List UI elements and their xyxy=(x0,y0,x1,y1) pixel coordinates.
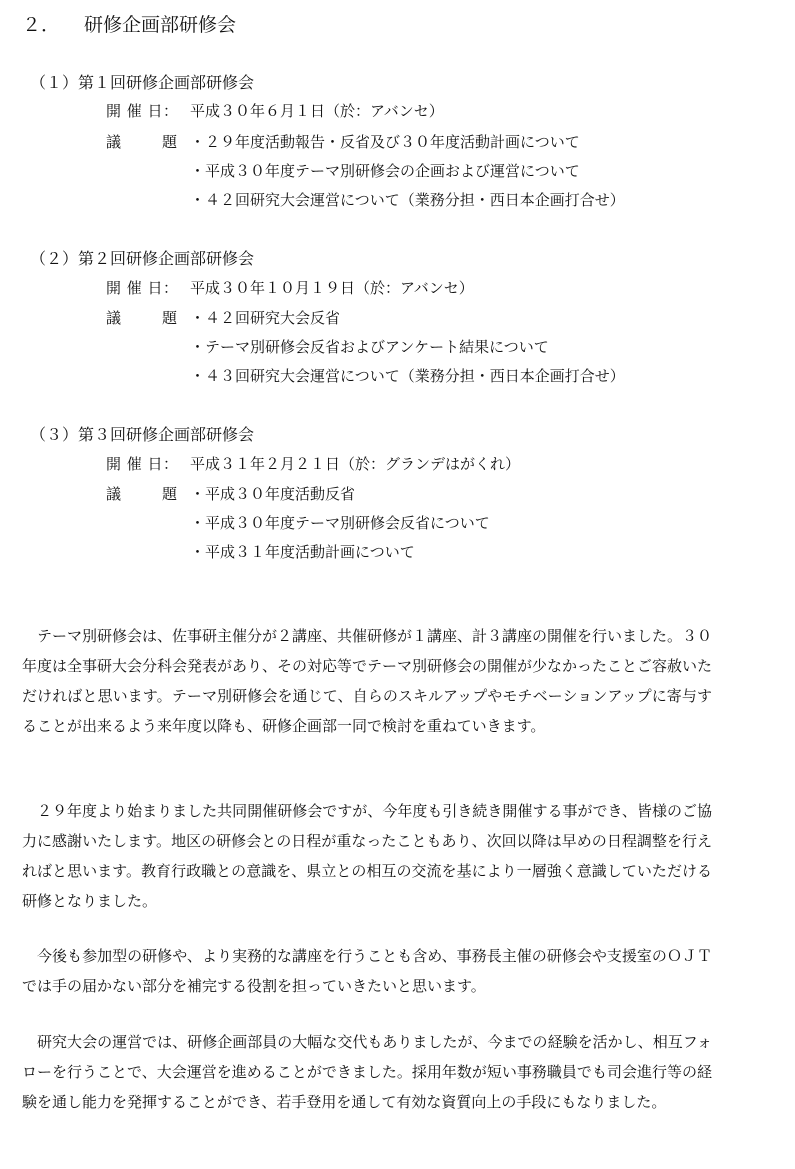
agenda-label: 議 題 xyxy=(106,485,178,503)
section-heading: 研修企画部研修会 xyxy=(84,14,237,36)
date-label: 開 催 日： xyxy=(106,102,179,120)
agenda-item: ・テーマ別研修会反省およびアンケート結果について xyxy=(190,338,549,356)
body-paragraph: 今後も参加型の研修や、より実務的な講座を行うことも含め、事務長主催の研修会や支援室のＯＪＴでは手の届かない部分を補完する役割を担っていきたいと思います。 xyxy=(22,947,712,995)
agenda-item: ・４３回研究大会運営について（業務分担・西日本企画打合せ） xyxy=(190,367,625,385)
agenda-item: ・２９年度活動報告・反省及び３０年度活動計画について xyxy=(190,133,580,151)
meeting-heading: （１）第１回研修企画部研修会 xyxy=(30,73,255,92)
date-value: 平成３０年１０月１９日（於：アバンセ） xyxy=(190,279,474,297)
agenda-item: ・平成３１年度活動計画について xyxy=(190,543,415,561)
agenda-item: ・平成３０年度テーマ別研修会の企画および運営について xyxy=(190,162,580,180)
agenda-item: ・４２回研究大会反省 xyxy=(190,309,341,327)
meeting-heading: （２）第２回研修企画部研修会 xyxy=(30,249,255,268)
body-paragraph: ２９年度より始まりました共同開催研修会ですが、今年度も引き続き開催する事ができ、皆様のご協力に感謝いたします。地区の研修会との日程が重なったこともあり、次回以降は早めの日程調整を行えればと思います。教育行政職との意識を、県立との相互の交流を基により一層強く意識していただける研修となりました。 xyxy=(22,802,712,910)
date-value: 平成３０年６月１日（於：アバンセ） xyxy=(190,102,444,120)
date-label: 開 催 日： xyxy=(106,455,179,473)
body-paragraph: テーマ別研修会は、佐事研主催分が２講座、共催研修が１講座、計３講座の開催を行いました。３０年度は全事研大会分科会発表があり、その対応等でテーマ別研修会の開催が少なかったことご容赦いただければと思います。テーマ別研修会を通じて、自らのスキルアップやモチベーションアップに寄与することが出来るよう来年度以降も、研修企画部一同で検討を重ねていきます。 xyxy=(22,627,713,735)
date-value: 平成３１年２月２１日（於：グランデはがくれ） xyxy=(190,455,521,473)
section-title xyxy=(22,10,236,37)
agenda-label: 議 題 xyxy=(106,309,178,327)
agenda-item: ・平成３０年度テーマ別研修会反省について xyxy=(190,514,490,532)
agenda-item: ・４２回研究大会運営について（業務分担・西日本企画打合せ） xyxy=(190,191,625,209)
date-label: 開 催 日： xyxy=(106,279,179,297)
body-paragraph: 研究大会の運営では、研修企画部員の大幅な交代もありましたが、今までの経験を活かし、相互フォローを行うことで、大会運営を進めることができました。採用年数が短い事務職員でも司会進行等の経験を通し能力を発揮することができ、若手登用を通して有効な資質向上の手段にもなりました。 xyxy=(22,1033,712,1111)
agenda-item: ・平成３０年度活動反省 xyxy=(190,485,356,503)
meeting-heading: （３）第３回研修企画部研修会 xyxy=(30,425,255,444)
section-number: ２． xyxy=(22,14,61,36)
agenda-label: 議 題 xyxy=(106,133,178,151)
